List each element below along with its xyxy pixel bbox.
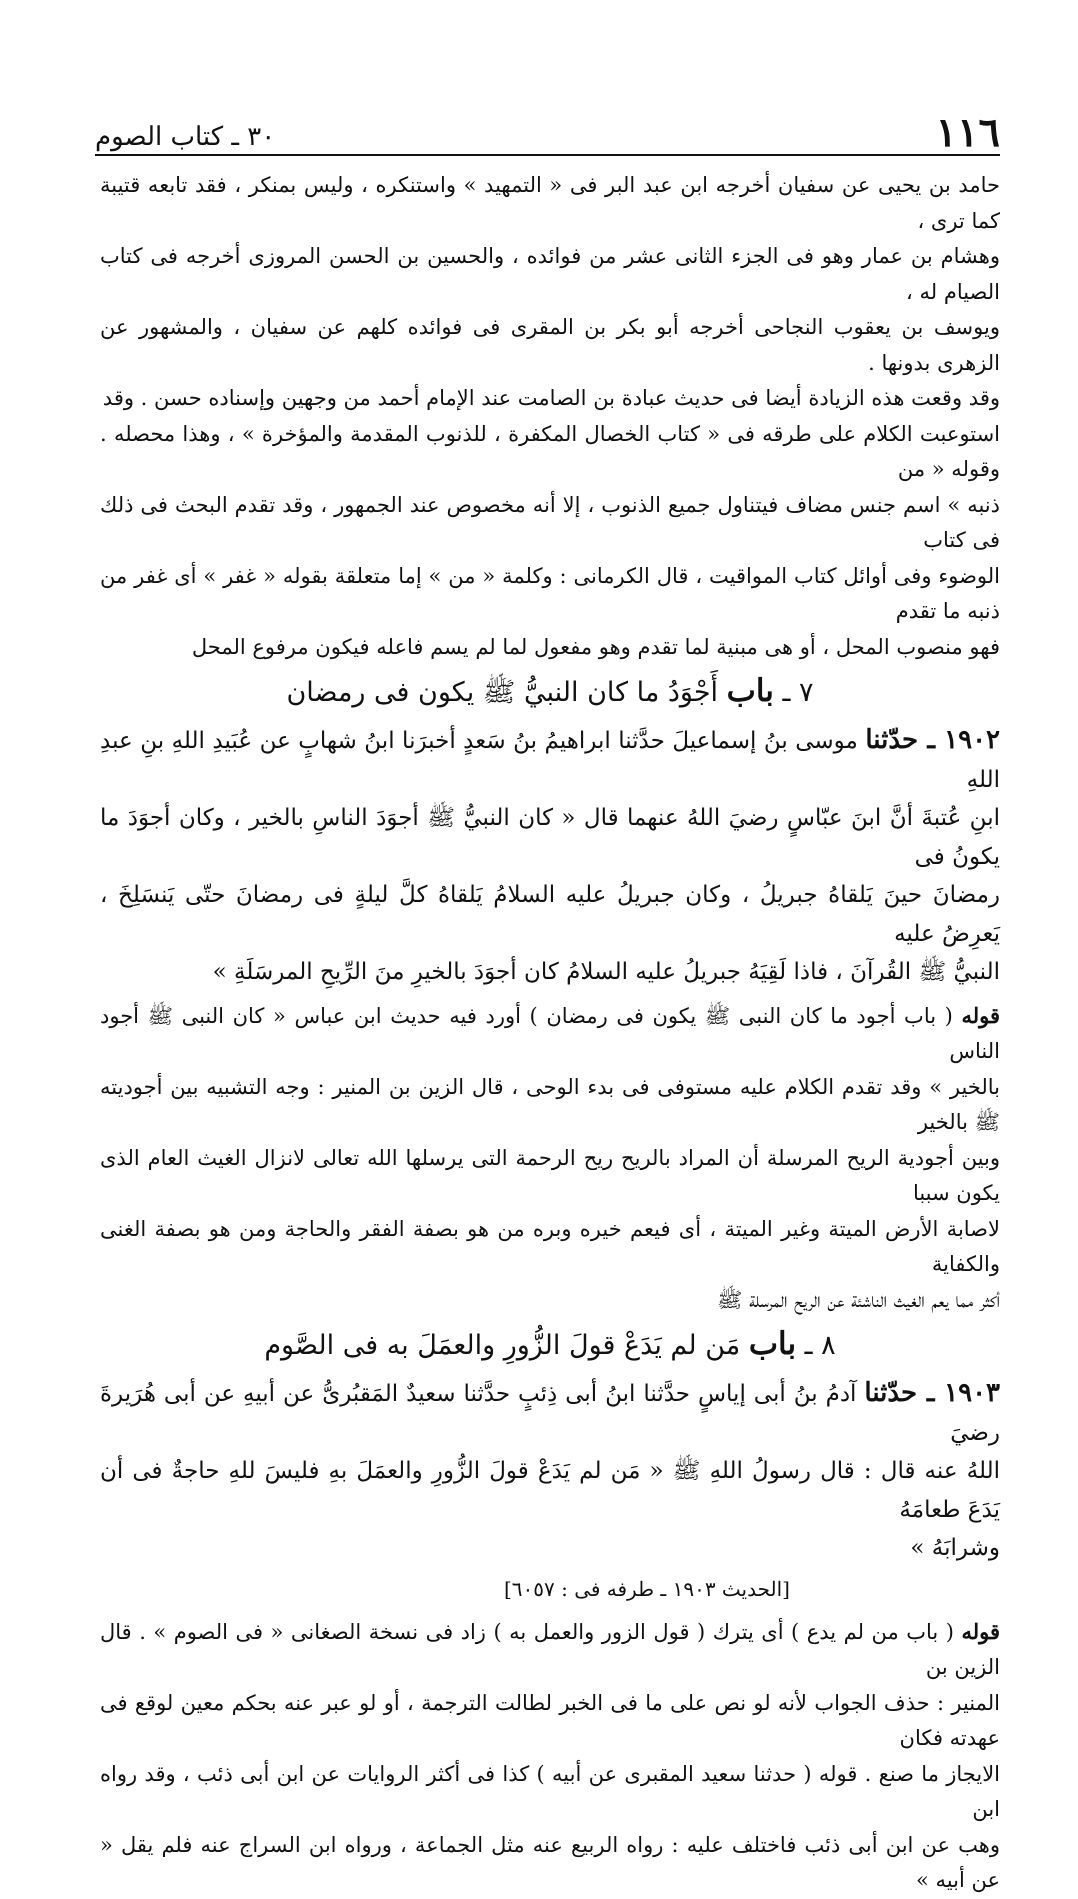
chapter-keyword: باب <box>748 1326 797 1362</box>
running-title: ٣٠ ـ كتاب الصوم <box>95 122 276 152</box>
commentary-line: بالخير » وقد تقدم الكلام عليه مستوفى فى بدء الوحى ، قال الزين بن المنير : وجه التشبيه بين أجوديته ﷺ بالخير <box>100 1074 1000 1134</box>
hadith-line: رمضانَ حينَ يَلقاهُ جبريلُ ، وكان جبريلُ عليه السلامُ يَلقاهُ كلَّ ليلةٍ فى رمضانَ حتّى يَنسَلِخَ ، يَعرِضُ عليه <box>100 882 1000 947</box>
hadith-number-lead: ١٩٠٢ ـ حدّثنا <box>865 725 1001 755</box>
hadith-reference: [الحديث ١٩٠٣ ـ طرفه فى : ٦٠٥٧] <box>503 1576 790 1601</box>
commentary-line: وهب عن ابن أبى ذئب فاختلف عليه : رواه الربيع عنه مثل الجماعة ، ورواه ابن السراج عنه فلم يقل « عن أبيه » <box>100 1832 1000 1892</box>
chapter-number: ٨ ـ <box>804 1330 836 1361</box>
hadith-line <box>100 1374 1000 1452</box>
hadith-block-1902 <box>100 721 1000 992</box>
commentary-block-top <box>100 168 1000 665</box>
commentary-line: ذنبه » اسم جنس مضاف فيتناول جميع الذنوب ، إلا أنه مخصوص عند الجمهور ، وقد تقدم البحث فى ذلك فى كتاب <box>100 492 1000 552</box>
commentary-line: فهو منصوب المحل ، أو هى مبنية لما تقدم وهو مفعول لما لم يسم فاعله فيكون مرفوع المحل <box>191 634 1000 659</box>
qawluhu-marker: قوله <box>961 1002 1001 1028</box>
chapter-heading-8 <box>100 1322 1000 1368</box>
hadith-number-lead: ١٩٠٣ ـ حدّثنا <box>864 1378 1000 1408</box>
commentary-line: الايجاز ما صنع . قوله ( حدثنا سعيد المقبرى عن أبيه ) كذا فى أكثر الروايات عن ابن أبى ذئب ، وقد رواه ابن <box>100 1761 1000 1821</box>
commentary-line <box>100 998 1000 1070</box>
hadith-line: وشرابَهُ » <box>910 1535 1000 1561</box>
chapter-heading-7 <box>100 669 1000 715</box>
hadith-line: ابنِ عُتبةَ أنَّ ابنَ عبّاسٍ رضيَ اللهُ عنهما قال « كان النبيُّ ﷺ أجوَدَ الناسِ بالخير ، وكان أجوَدَ ما يكونُ فى <box>100 805 1000 870</box>
qawluhu-marker: قوله <box>961 1618 1000 1644</box>
commentary-text: ( باب من لم يدع ) أى يترك ( قول الزور والعمل به ) زاد فى نسخة الصغانى « فى الصوم » . قال الزين بن <box>100 1619 1000 1679</box>
chapter-number: ٧ ـ <box>782 677 814 708</box>
page-body <box>100 168 1000 1899</box>
commentary-line: المنير : حذف الجواب لأنه لو نص على ما فى الخبر لطالت الترجمة ، أو لو عبر عنه بحكم معين لوقع فى عهدته فكان <box>100 1690 1000 1750</box>
commentary-line: لاصابة الأرض الميتة وغير الميتة ، أى فيعم خيره وبره من هو بصفة الفقر والحاجة ومن هو بصفة الغنى والكفاية <box>100 1216 1000 1276</box>
chapter-title: أَجْوَدُ ما كان النبيُّ ﷺ يكون فى رمضان <box>286 677 719 708</box>
hadith-block-1903 <box>100 1374 1000 1568</box>
hadith-line: اللهُ عنه قال : قال رسولُ اللهِ ﷺ « مَن لم يَدَعْ قولَ الزُّورِ والعمَلَ بهِ فليسَ للهِ حاجةٌ فى أن يَدَعَ طعامَهُ <box>100 1458 1000 1523</box>
chapter-keyword: باب <box>726 673 774 709</box>
commentary-line: أكثر مما يعم الغيث الناشئة عن الريح المرسلة ﷺ <box>717 1287 1000 1312</box>
hadith-line <box>100 721 1000 799</box>
page-number: ١١٦ <box>935 109 1000 156</box>
commentary-line: وبين أجودية الريح المرسلة أن المراد بالريح ريح الرحمة التى يرسلها الله تعالى لانزال الغيث العام الذى يكون سببا <box>100 1145 1000 1205</box>
commentary-block-bottom <box>100 1614 1000 1899</box>
commentary-line: حامد بن يحيى عن سفيان أخرجه ابن عبد البر فى « التمهيد » واستنكره ، وليس بمنكر ، فقد تابعه قتيبة كما ترى ، <box>100 173 1000 233</box>
page-header <box>95 110 1000 156</box>
commentary-line: ويوسف بن يعقوب النجاحى أخرجه أبو بكر بن المقرى فى فوائده كلهم عن سفيان ، والمشهور عن الزهرى بدونها . <box>100 315 1000 375</box>
hadith-text: موسى بنُ إسماعيلَ حدَّثنا ابراهيمُ بنُ سَعدٍ أخبرَنا ابنُ شهابٍ عن عُبَيدِ اللهِ بنِ عبدِ اللهِ <box>100 728 1000 793</box>
commentary-line <box>100 1614 1000 1686</box>
commentary-line: استوعبت الكلام على طرقه فى « كتاب الخصال المكفرة ، للذنوب المقدمة والمؤخرة » ، وهذا محصله . وقوله « من <box>100 421 1000 481</box>
commentary-block-mid <box>100 998 1000 1319</box>
commentary-line: وهشام بن عمار وهو فى الجزء الثانى عشر من فوائده ، والحسين بن الحسن المروزى أخرجه فى كتاب الصيام له ، <box>100 244 1000 304</box>
chapter-title: مَن لم يَدَعْ قولَ الزُّورِ والعمَلَ به فى الصَّوم <box>264 1330 741 1361</box>
commentary-line: وقد وقعت هذه الزيادة أيضا فى حديث عبادة بن الصامت عند الإمام أحمد من وجهين وإسناده حسن . وقد <box>102 386 1000 410</box>
hadith-text: آدمُ بنُ أبى إياسٍ حدَّثنا ابنُ أبى ذِئبٍ حدَّثنا سعيدٌ المَقبُرىُّ عن أبيهِ عن أبى هُرَيرةَ رضيَ <box>100 1381 1000 1446</box>
commentary-text: ( باب أجود ما كان النبى ﷺ يكون فى رمضان ) أورد فيه حديث ابن عباس « كان النبى ﷺ أجود الناس <box>100 1003 1000 1063</box>
commentary-line: الوضوء وفى أوائل كتاب المواقيت ، قال الكرمانى : وكلمة « من » إما متعلقة بقوله « غفر » أى غفر من ذنبه ما تقدم <box>100 563 1000 623</box>
hadith-line: النبيُّ ﷺ القُرآنَ ، فاذا لَقِيَهُ جبريلُ عليه السلامُ كان أجوَدَ بالخيرِ منَ الرِّيحِ المرسَلَةِ » <box>212 959 1000 985</box>
